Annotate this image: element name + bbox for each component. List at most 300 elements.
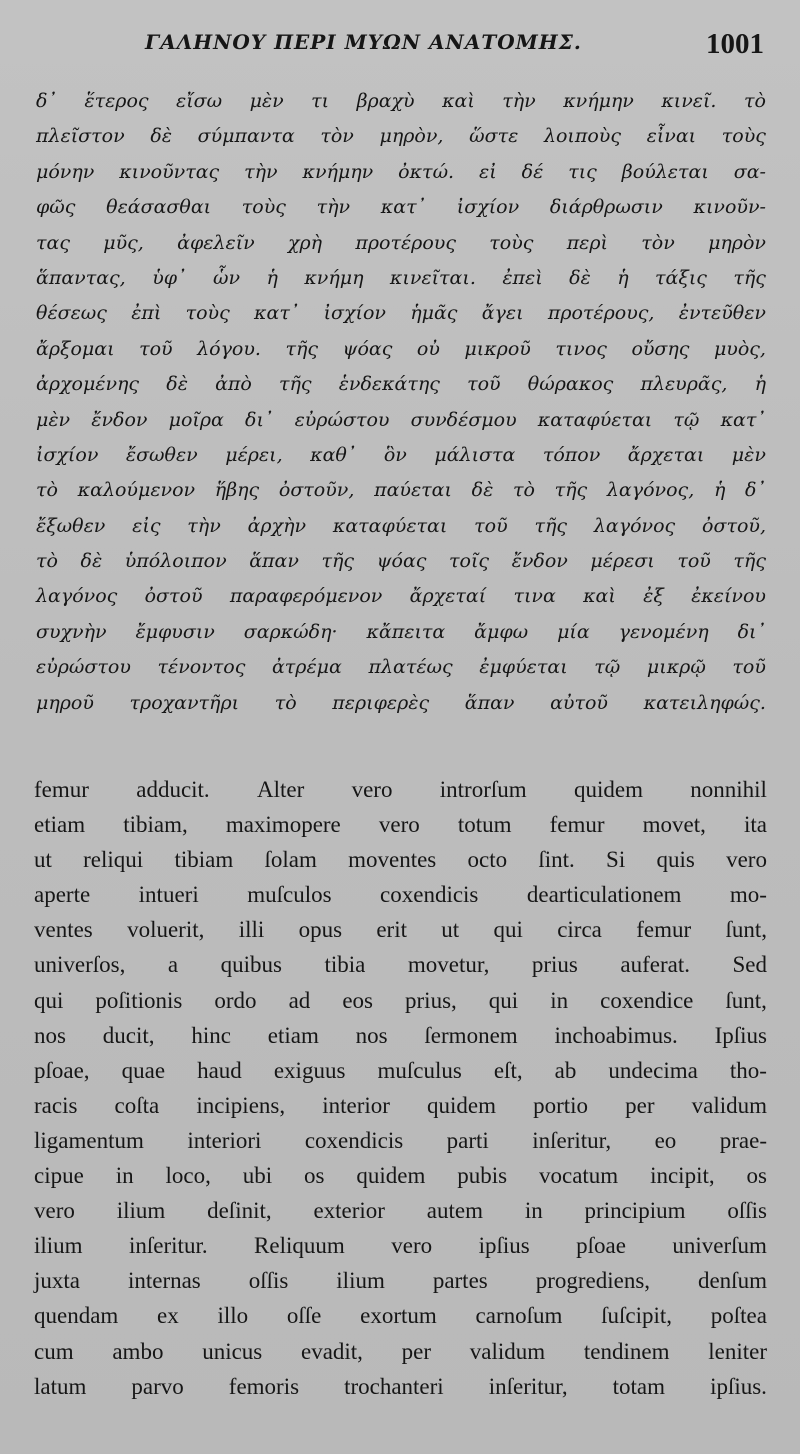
greek-text-word: τας — [36, 231, 70, 254]
greek-text-word: γενομένη — [618, 620, 709, 643]
latin-text-word: ita — [743, 812, 767, 838]
greek-text-word: δ᾿ — [36, 90, 57, 112]
greek-text-word: ὥστε — [469, 125, 519, 148]
greek-text-word: οὐ — [416, 337, 440, 360]
latin-text-word: illi — [238, 917, 265, 943]
greek-text-word: μόνην — [36, 160, 95, 183]
greek-text-line — [36, 261, 766, 296]
latin-text-word: Alter — [257, 777, 305, 802]
greek-text-word: θέσεως — [36, 302, 107, 325]
greek-text-word: αὐτοῦ — [550, 691, 608, 714]
greek-text-word: ἐξ — [643, 585, 664, 608]
greek-text-word: ἔνδον — [511, 550, 568, 573]
greek-text-word: τὸ — [36, 479, 58, 502]
latin-text-word: vero — [34, 1198, 75, 1224]
latin-text-word: adducit. — [136, 777, 210, 802]
greek-text-word: προτέρους, — [547, 302, 655, 325]
greek-text-word: ἄρχεταί — [409, 585, 487, 608]
latin-text-word: principium — [584, 1198, 686, 1224]
greek-text-word: συνδέσμου — [410, 408, 517, 431]
greek-text-word: φῶς — [36, 196, 76, 219]
greek-text-word: τοῦ — [139, 337, 173, 360]
latin-text-word: illo — [217, 1303, 249, 1329]
latin-text-word: loco, — [165, 1163, 211, 1189]
latin-text-word: autem — [426, 1198, 483, 1224]
greek-text-word: τις — [568, 160, 597, 183]
latin-text-word: inſeritur, — [488, 1373, 568, 1399]
greek-text-word: λαγόνος — [36, 585, 118, 608]
greek-text-line — [36, 332, 766, 367]
greek-text-word: κνήμη — [304, 266, 364, 289]
greek-text-block — [36, 84, 766, 721]
greek-text-word: ἅπαν — [249, 550, 299, 573]
latin-text-word: mo- — [729, 882, 767, 908]
latin-text-word: coxendicis — [380, 882, 479, 908]
latin-text-line — [34, 1298, 767, 1333]
latin-text-word: Reliquum — [254, 1233, 345, 1259]
latin-text-word: pſoae — [576, 1233, 626, 1259]
latin-text-word: quibus — [220, 952, 282, 978]
greek-text-word: καταφύεται — [332, 514, 448, 537]
latin-text-line — [34, 1053, 767, 1088]
greek-text-word: διάρθρωσιν — [549, 196, 663, 219]
greek-text-word: ἀφελεῖν — [177, 231, 255, 254]
latin-text-word: cum — [34, 1338, 74, 1364]
greek-text-word: περὶ — [566, 231, 608, 254]
greek-text-word: ἅπαν — [464, 691, 515, 714]
latin-text-word: ipſius — [478, 1233, 530, 1259]
greek-text-word: τῷ — [594, 656, 621, 679]
greek-text-word: δὲ — [471, 479, 494, 502]
greek-text-line — [36, 155, 766, 190]
greek-text-word: λαγόνος, — [606, 479, 695, 502]
latin-text-word: progrediens, — [535, 1268, 651, 1294]
latin-text-word: ut — [441, 917, 460, 943]
latin-text-word: ambo — [112, 1338, 164, 1364]
greek-text-word: παύεται — [374, 479, 452, 502]
greek-text-word: τὴν — [187, 514, 221, 537]
greek-text-word: ψόας — [376, 550, 427, 573]
latin-text-word: vocatum — [538, 1163, 619, 1189]
latin-text-word: coſta — [114, 1092, 160, 1118]
latin-text-word: femoris — [228, 1373, 300, 1399]
greek-text-word: μῦς, — [103, 231, 144, 254]
latin-text-line — [34, 1193, 767, 1228]
greek-text-word: ἀρχὴν — [247, 514, 307, 537]
latin-text-word: quidem — [427, 1092, 496, 1118]
greek-text-word: ἡ — [713, 479, 726, 502]
latin-text-word: inſeritur. — [129, 1233, 208, 1259]
greek-text-word: ἰσχίον — [36, 443, 99, 466]
latin-text-word: aperte — [34, 882, 91, 908]
greek-text-word: ἰσχίον — [323, 302, 386, 325]
latin-text-word: voluerit, — [127, 917, 205, 943]
latin-text-word: dearticulationem — [526, 882, 682, 908]
greek-text-word: δ᾿ — [745, 479, 766, 502]
latin-text-word: latum — [34, 1373, 87, 1399]
latin-text-word: pubis — [457, 1163, 508, 1189]
latin-text-word: cipue — [34, 1163, 84, 1189]
latin-text-word: introrſum — [439, 777, 527, 802]
latin-text-word: ſint. — [538, 847, 575, 873]
greek-text-word: ὧν — [213, 266, 241, 289]
latin-text-word: etiam — [34, 812, 86, 838]
latin-text-line — [34, 1263, 767, 1298]
greek-text-word: παραφερόμενον — [229, 585, 383, 608]
greek-text-word: ἥβης — [214, 479, 260, 502]
latin-text-word: unicus — [202, 1338, 263, 1364]
greek-text-word: κατ᾿ — [720, 408, 766, 431]
latin-text-word: ilium — [336, 1268, 385, 1294]
greek-text-word: μηροῦ — [36, 691, 94, 714]
greek-text-word: μὲν — [249, 90, 284, 112]
greek-text-line — [36, 438, 766, 473]
latin-text-word: ducit, — [102, 1022, 155, 1048]
greek-text-line — [36, 296, 766, 331]
greek-text-word: κινεῖ. — [661, 90, 717, 112]
greek-text-word: τοὺς — [489, 231, 534, 254]
greek-text-word: κνήμην — [563, 90, 634, 112]
greek-text-word: συχνὴν — [36, 620, 107, 643]
latin-text-word: ſunt, — [725, 917, 767, 943]
latin-text-word: undecima — [608, 1057, 698, 1083]
latin-text-word: os — [746, 1163, 767, 1189]
latin-text-word: vero — [391, 1233, 433, 1259]
latin-text-word: opus — [298, 917, 343, 943]
greek-text-word: ἰσχίον — [456, 196, 520, 219]
latin-text-word: eo — [654, 1127, 677, 1153]
greek-text-word: τένοντος — [157, 656, 246, 679]
greek-text-word: δι᾿ — [245, 408, 274, 431]
latin-text-line — [34, 947, 767, 982]
latin-text-word: coxendicis — [304, 1127, 404, 1153]
greek-text-word: εἰς — [132, 514, 161, 537]
greek-text-word: καὶ — [583, 585, 616, 608]
latin-text-word: incipiens, — [196, 1092, 286, 1118]
latin-text-word: nos — [355, 1022, 388, 1048]
greek-text-word: ἀρχομένης — [36, 373, 140, 396]
greek-text-word: τοῦ — [467, 373, 501, 396]
latin-text-word: inſeritur, — [532, 1127, 612, 1153]
greek-text-word: ἄγει — [481, 302, 524, 325]
greek-text-word: πλατέως — [368, 656, 453, 679]
latin-text-word: internas — [127, 1268, 201, 1294]
latin-text-line — [34, 1088, 767, 1123]
greek-text-word: κἄπειτα — [366, 620, 446, 643]
greek-text-word: τὴν — [244, 160, 278, 183]
greek-text-word: τόπον — [542, 443, 601, 466]
latin-text-word: ligamentum — [34, 1127, 144, 1153]
latin-text-word: portio — [533, 1092, 589, 1118]
greek-text-word: εἴσω — [176, 90, 223, 112]
greek-text-word: μέρει, — [225, 443, 283, 466]
greek-text-word: μία — [557, 620, 590, 643]
greek-text-line — [36, 84, 766, 119]
greek-text-word: λόγου. — [197, 337, 261, 360]
latin-text-word: poſtea — [710, 1303, 767, 1329]
greek-text-word: κνήμην — [302, 160, 374, 183]
greek-text-word: ἐμφύεται — [479, 656, 568, 679]
latin-text-word: inchoabimus. — [554, 1022, 678, 1048]
greek-text-word: τινος — [555, 337, 607, 360]
latin-text-word: Si — [606, 847, 626, 873]
latin-text-word: quidem — [356, 1163, 426, 1189]
latin-text-word: quis — [656, 847, 695, 873]
greek-text-word: μοῖρα — [168, 408, 224, 431]
greek-text-line — [36, 119, 766, 154]
greek-text-word: σύμπαντα — [197, 125, 295, 148]
latin-text-word: juxta — [34, 1268, 80, 1294]
latin-text-word: ipſius. — [710, 1373, 767, 1399]
greek-text-word: προτέρους — [355, 231, 456, 254]
latin-text-word: univerſos, — [34, 952, 126, 978]
greek-text-word: τάξις — [655, 266, 707, 289]
greek-text-word: ἐπὶ — [131, 302, 162, 325]
greek-text-word: ἄμφω — [474, 620, 529, 643]
latin-text-word: qui — [488, 987, 519, 1013]
latin-text-word: os — [304, 1163, 325, 1189]
greek-text-word: μυὸς, — [713, 337, 766, 360]
latin-text-line — [34, 1369, 767, 1404]
latin-text-word: prius, — [405, 987, 457, 1013]
greek-text-word: καταφύεται — [537, 408, 653, 431]
greek-text-word: ὑφ᾿ — [152, 266, 187, 289]
greek-text-word: μικροῦ — [464, 337, 531, 360]
greek-text-word: τοὺς — [721, 125, 766, 148]
latin-text-word: oſſis — [727, 1198, 767, 1224]
greek-text-word: ἡμᾶς — [410, 302, 458, 325]
greek-text-word: τοὺς — [241, 196, 286, 219]
latin-text-word: tibia — [324, 952, 366, 978]
greek-text-word: κινεῖται. — [389, 266, 476, 289]
latin-text-line — [34, 877, 767, 912]
greek-text-word: κατ᾿ — [254, 302, 300, 325]
greek-text-word: τὸν — [641, 231, 675, 254]
greek-text-word: τὴν — [316, 196, 351, 219]
latin-text-word: ventes — [34, 917, 93, 943]
greek-text-word: τὸ — [743, 90, 766, 112]
latin-text-word: reliqui — [83, 847, 144, 873]
latin-text-line — [34, 912, 767, 947]
latin-text-word: ſolam — [264, 847, 317, 873]
latin-text-word: ſunt, — [725, 987, 767, 1013]
greek-text-word: πλεῖστον — [36, 125, 125, 148]
greek-text-word: ἔμφυσιν — [135, 620, 215, 643]
greek-text-word: ἅπαντας, — [36, 266, 126, 289]
greek-text-word: σαρκώδη· — [243, 620, 338, 643]
latin-text-line — [34, 842, 767, 877]
latin-text-word: ut — [34, 847, 52, 873]
latin-text-word: parti — [446, 1127, 489, 1153]
greek-text-word: τοῦ — [677, 550, 711, 573]
latin-text-word: eos — [342, 987, 373, 1013]
latin-text-word: leniter — [708, 1338, 767, 1364]
latin-text-line — [34, 1334, 767, 1369]
latin-text-word: evadit, — [300, 1338, 363, 1364]
latin-text-word: ſermonem — [424, 1022, 518, 1048]
greek-text-word: ὀστοῦ — [144, 585, 203, 608]
greek-text-line — [36, 190, 766, 225]
latin-text-block — [34, 772, 767, 1404]
greek-text-word: τοῦ — [732, 656, 766, 679]
latin-text-word: in — [524, 1198, 543, 1224]
greek-text-word: θεάσασθαι — [106, 196, 212, 219]
latin-text-word: octo — [467, 847, 508, 873]
greek-text-word: ὃν — [383, 443, 407, 466]
greek-text-line — [36, 509, 766, 544]
latin-text-word: carnoſum — [475, 1303, 563, 1329]
latin-text-word: muſculus — [377, 1057, 462, 1083]
latin-text-line — [34, 1228, 767, 1263]
greek-text-word: κατ᾿ — [380, 196, 427, 219]
greek-text-word: μάλιστα — [434, 443, 516, 466]
latin-text-word: partes — [432, 1268, 488, 1294]
latin-text-word: ſuſcipit, — [601, 1303, 673, 1329]
latin-text-word: ad — [288, 987, 311, 1013]
latin-text-line — [34, 1123, 767, 1158]
greek-text-word: τῆς — [534, 514, 568, 537]
latin-text-word: quae — [121, 1057, 166, 1083]
greek-text-line — [36, 544, 766, 579]
latin-text-word: denſum — [697, 1268, 767, 1294]
latin-text-word: ilium — [34, 1233, 83, 1259]
greek-text-word: ἑνδεκάτης — [338, 373, 440, 396]
latin-text-word: in — [550, 987, 569, 1013]
greek-text-line — [36, 226, 766, 261]
latin-text-word: hinc — [191, 1022, 231, 1048]
greek-text-word: τὸ — [274, 691, 297, 714]
latin-text-word: moventes — [348, 847, 437, 873]
latin-text-word: tho- — [729, 1057, 767, 1083]
greek-text-word: ἄρξομαι — [36, 337, 115, 360]
latin-text-word: totam — [612, 1373, 666, 1399]
greek-text-line — [36, 367, 766, 402]
greek-text-word: περιφερὲς — [332, 691, 430, 714]
latin-text-word: femur — [34, 777, 89, 802]
greek-text-word: τῷ — [673, 408, 700, 431]
greek-text-word: οὔσης — [631, 337, 690, 360]
greek-text-word: χρὴ — [288, 231, 323, 254]
latin-text-word: intueri — [138, 882, 199, 908]
greek-text-word: μικρῷ — [646, 656, 706, 679]
greek-text-word: δι᾿ — [737, 620, 766, 643]
latin-text-word: deſinit, — [207, 1198, 272, 1224]
greek-text-word: μὲν — [36, 408, 71, 431]
latin-text-word: in — [115, 1163, 134, 1189]
latin-text-word: vero — [351, 777, 393, 802]
latin-text-word: interiori — [187, 1127, 262, 1153]
greek-text-word: πλευρᾶς, — [640, 373, 728, 396]
latin-text-word: erit — [376, 917, 407, 943]
latin-text-word: poſitionis — [95, 987, 183, 1013]
latin-text-word: qui — [493, 917, 523, 943]
greek-text-word: τῆς — [733, 266, 766, 289]
greek-text-word: τροχαντῆρι — [129, 691, 240, 714]
greek-text-word: ὀκτώ. — [398, 160, 455, 183]
greek-text-word: κατειληφώς. — [643, 691, 766, 714]
latin-text-word: ubi — [242, 1163, 273, 1189]
latin-text-word: pſoae, — [34, 1057, 90, 1083]
greek-text-word: καὶ — [442, 90, 475, 112]
greek-text-word: ψόας — [342, 337, 393, 360]
latin-text-line — [34, 1158, 767, 1193]
greek-text-word: μὲν — [731, 443, 766, 466]
latin-text-word: exortum — [360, 1303, 437, 1329]
greek-text-word: τι — [311, 90, 330, 112]
greek-text-word: τὸν — [320, 125, 354, 148]
greek-text-word: εἶναι — [646, 125, 697, 148]
greek-text-word: ἀπὸ — [215, 373, 252, 396]
latin-text-word: ab — [554, 1057, 577, 1083]
greek-text-word: ἀτρέμα — [271, 656, 342, 679]
latin-text-line — [34, 1018, 767, 1053]
latin-text-word: parvo — [131, 1373, 184, 1399]
greek-text-word: ὀστοῦ, — [702, 514, 766, 537]
latin-text-word: auferat. — [620, 952, 690, 978]
latin-text-word: trochanteri — [344, 1373, 444, 1399]
greek-text-word: τῆς — [554, 479, 588, 502]
latin-text-word: validum — [691, 1092, 767, 1118]
greek-text-word: δὲ — [150, 125, 172, 148]
latin-text-word: validum — [469, 1338, 546, 1364]
greek-text-word: τοῖς — [449, 550, 490, 573]
greek-text-word: ἔνδον — [91, 408, 148, 431]
latin-text-word: totum — [457, 812, 512, 838]
page-number: 1001 — [706, 28, 764, 60]
latin-text-word: ilium — [116, 1198, 166, 1224]
greek-text-word: τὸ — [36, 550, 58, 573]
latin-text-word: a — [167, 952, 179, 978]
latin-text-word: univerſum — [672, 1233, 767, 1259]
latin-text-word: oſſe — [286, 1303, 322, 1329]
latin-text-word: ordo — [214, 987, 257, 1013]
latin-text-word: ex — [157, 1303, 179, 1329]
latin-text-word: oſſis — [248, 1268, 289, 1294]
latin-text-word: per — [401, 1338, 432, 1364]
greek-text-word: δέ — [521, 160, 544, 183]
latin-text-word: per — [625, 1092, 655, 1118]
latin-text-word: circa — [557, 917, 602, 943]
greek-text-word: τῆς — [321, 550, 355, 573]
greek-text-word: τοῦ — [474, 514, 508, 537]
greek-text-word: μηρὸν, — [379, 125, 444, 148]
greek-text-word: ἄρχεται — [627, 443, 705, 466]
greek-text-word: εὐρώστου — [36, 656, 131, 679]
greek-text-word: μέρεσι — [590, 550, 655, 573]
latin-text-line — [34, 772, 767, 807]
greek-text-line — [36, 579, 766, 614]
greek-text-word: μηρὸν — [708, 231, 766, 254]
greek-text-word: ὑπόλοιπον — [124, 550, 227, 573]
greek-text-word: δὲ — [569, 266, 591, 289]
greek-text-line — [36, 403, 766, 438]
latin-text-word: quidem — [573, 777, 643, 802]
greek-text-word: τῆς — [279, 373, 312, 396]
greek-text-word: τὴν — [502, 90, 536, 112]
greek-text-word: λοιποὺς — [543, 125, 621, 148]
latin-text-word: Ipſius — [714, 1022, 767, 1048]
latin-text-word: eſt, — [493, 1057, 523, 1083]
greek-text-word: δὲ — [166, 373, 188, 396]
latin-text-word: tendinem — [583, 1338, 670, 1364]
greek-text-word: σα- — [733, 160, 766, 183]
greek-text-word: ἡ — [754, 373, 766, 396]
latin-text-word: qui — [34, 987, 64, 1013]
greek-text-word: εὐρώστου — [294, 408, 390, 431]
latin-text-word: vero — [726, 847, 767, 873]
greek-text-line — [36, 615, 766, 650]
latin-text-word: vero — [378, 812, 420, 838]
